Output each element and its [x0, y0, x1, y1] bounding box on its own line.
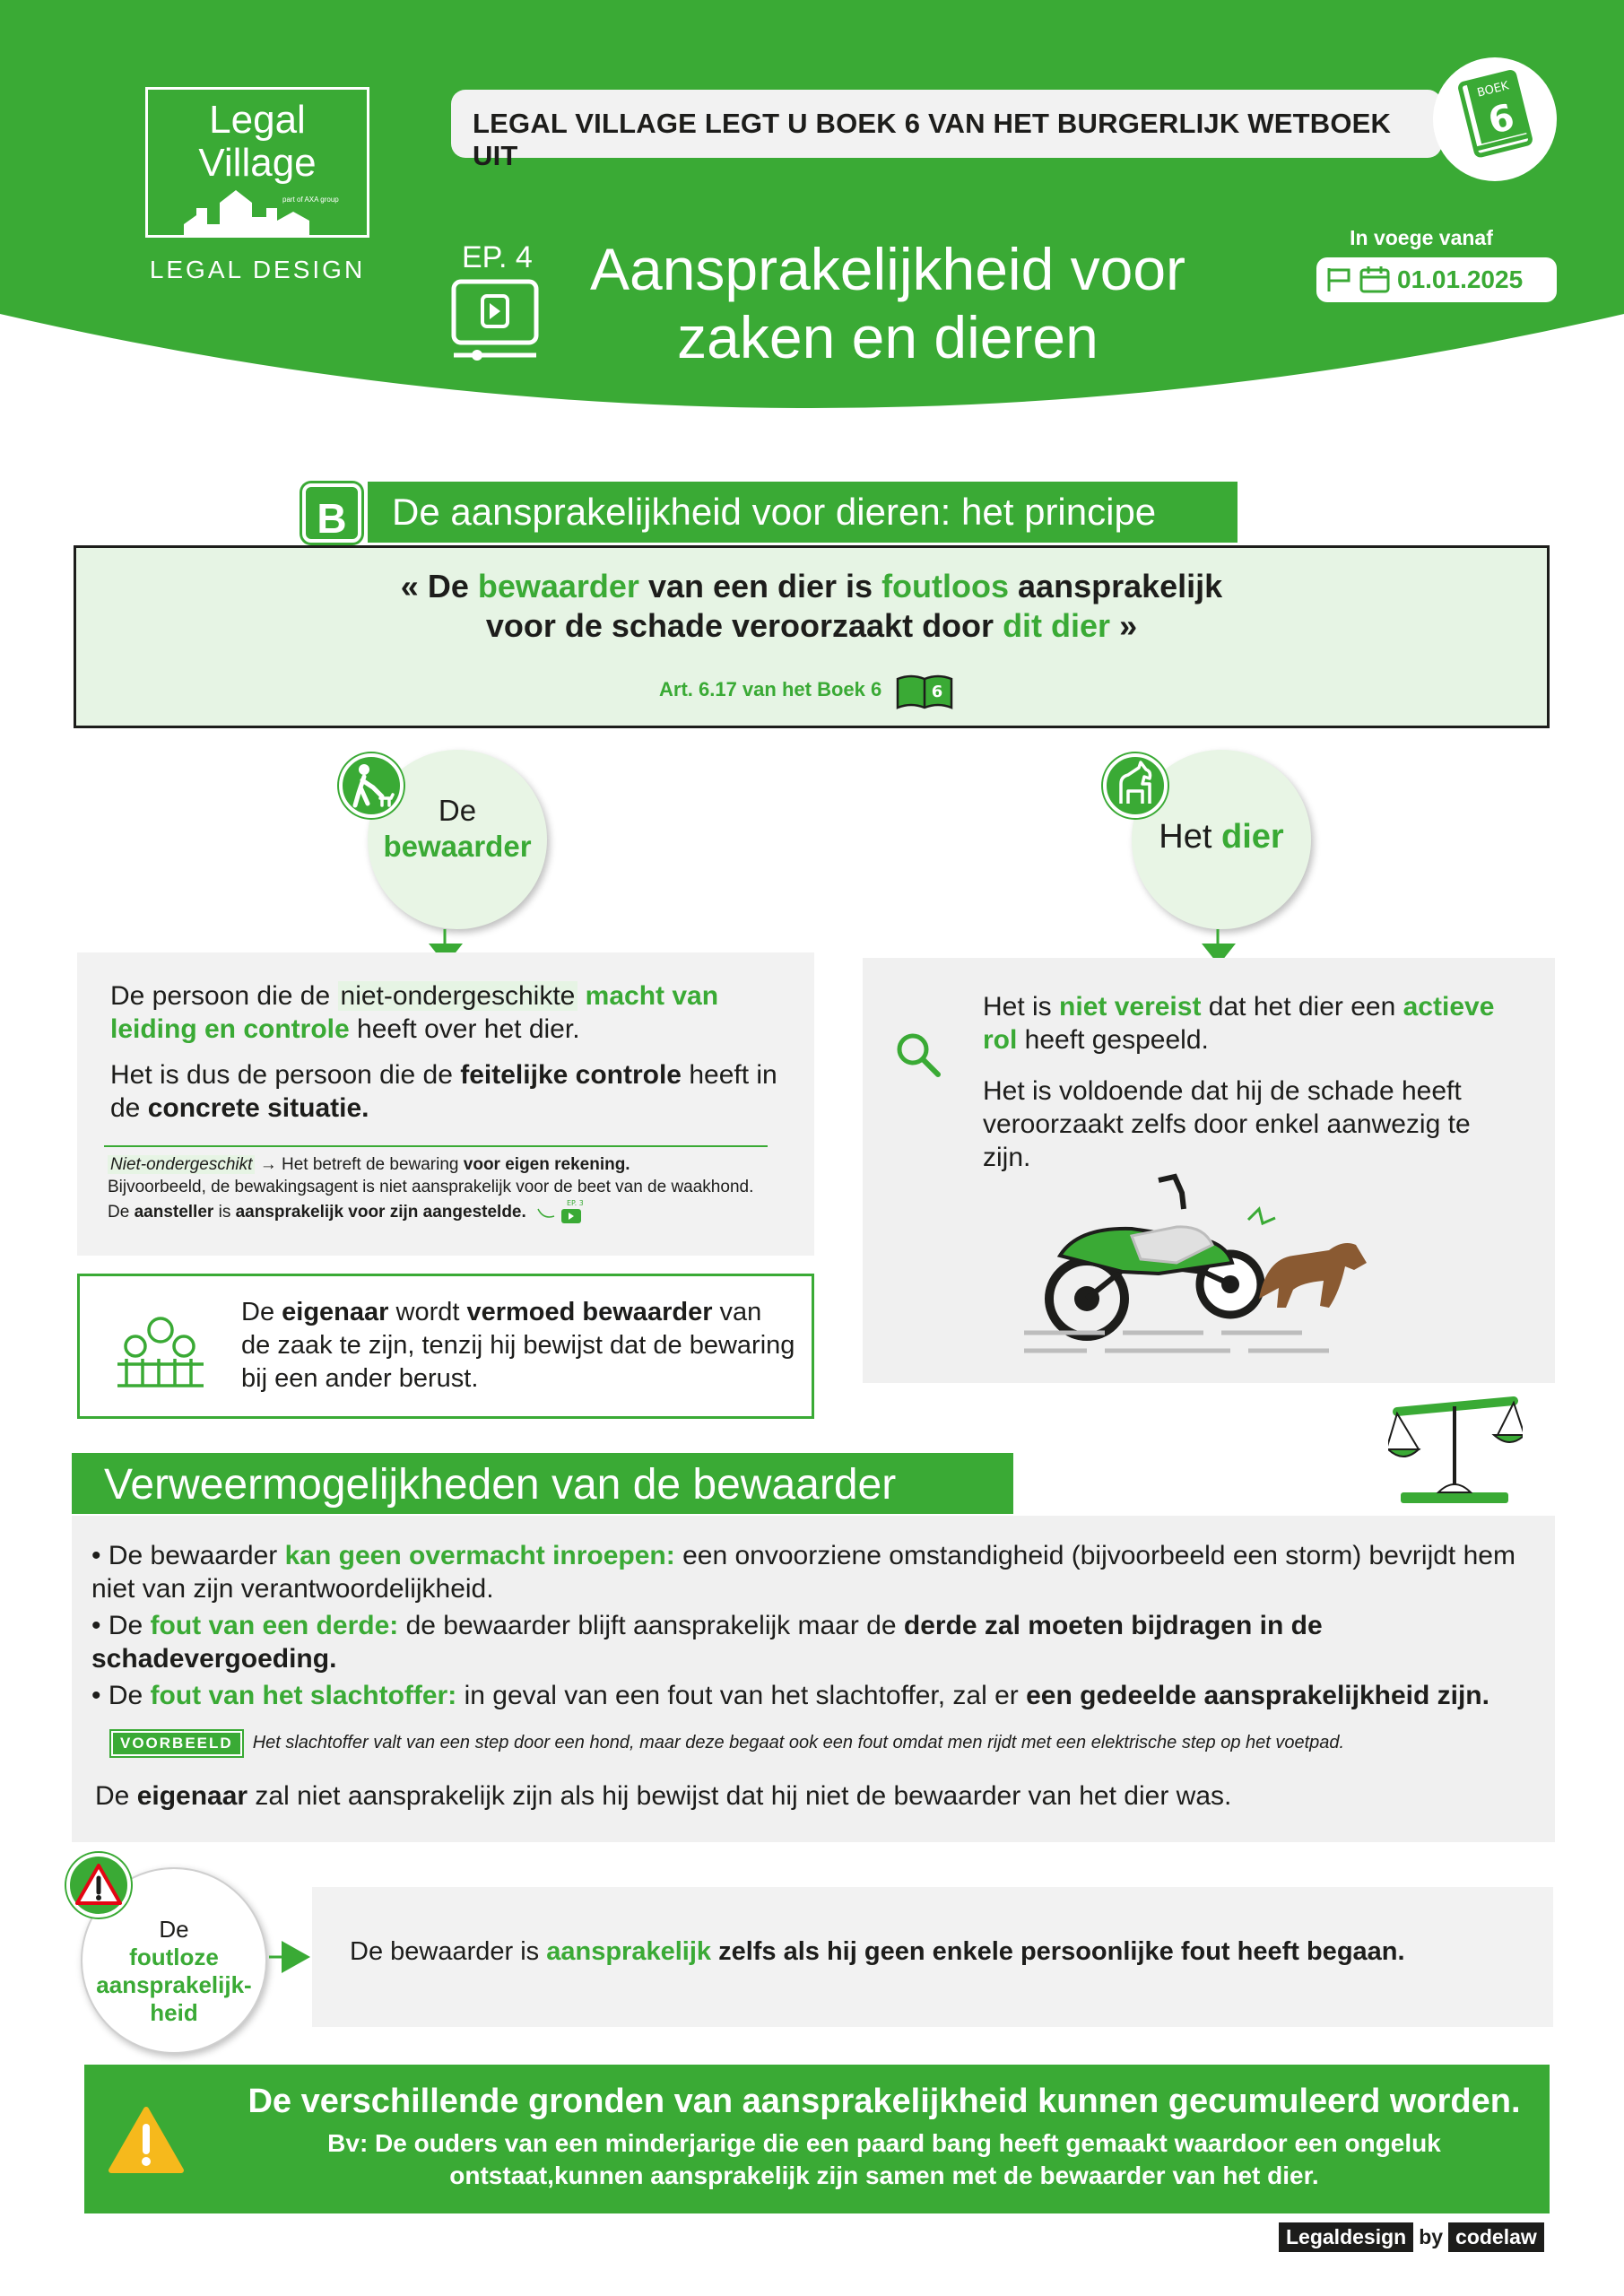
- verweer-panel: [72, 1516, 1555, 1842]
- footer-by: by: [1419, 2225, 1444, 2248]
- cumulatie-title: De verschillende gronden van aansprakelijkheid kunnen gecumuleerd worden.: [248, 2083, 1521, 2120]
- foutloze-statement: De bewaarder is aansprakelijk zelfs als hij geen enkele persoonlijke fout heeft begaan.: [350, 1937, 1405, 1966]
- book-icon: [1433, 57, 1557, 181]
- cumulatie-box: [84, 2065, 1550, 2213]
- quote-line1: « De bewaarder van een dier is foutloos aansprakelijk: [400, 568, 1223, 604]
- dier-explanation-panel: [863, 958, 1555, 1383]
- logo-line2: Village: [198, 141, 317, 185]
- horse-icon: [1103, 753, 1168, 818]
- owner-presumption-text: De eigenaar wordt vermoed bewaarder van de zaak te zijn, tenzij hij bewijst dat de bewaring bij een ander berust.: [241, 1298, 795, 1393]
- svg-text:EP. 3: EP. 3: [567, 1199, 584, 1207]
- header: [0, 0, 1624, 457]
- footer-credits: [1279, 2222, 1544, 2255]
- video-play-icon[interactable]: [450, 278, 540, 368]
- foutloze-circle: De foutloze aansprakelijk- heid: [81, 1867, 267, 2054]
- section-b-title: De aansprakelijkheid voor dieren: het principe: [392, 491, 1157, 533]
- magnifier-icon: [893, 1030, 943, 1080]
- banner-text: LEGAL VILLAGE LEGT U BOEK 6 VAN HET BURGERLIJK WETBOEK UIT: [473, 108, 1392, 171]
- section-b-title-bar: [368, 482, 1238, 543]
- calendar-icon: [1325, 265, 1392, 295]
- episode-link-icon[interactable]: [534, 1198, 583, 1227]
- owner-presumption-box: [77, 1274, 814, 1419]
- legaldesign-logo[interactable]: Legaldesign: [1279, 2222, 1413, 2252]
- example-text: Het slachtoffer valt van een step door een hond, maar deze begaat ook een fout omdat men rijdt met een elektrische step op het voetpad.: [252, 1733, 1345, 1752]
- niet-ondergeschikt-note: Niet-ondergeschikt → Het betreft de bewaring voor eigen rekening. Bijvoorbeeld, de bewakingsagent is niet aansprakelijk voor de beet van de waakhond. De aansteller is aansprakelijk voor zijn aangestelde. EP. 3: [108, 1153, 789, 1227]
- legal-village-logo[interactable]: [145, 87, 369, 238]
- presence-text: Het is voldoende dat hij de schade heeft veroorzaakt zelfs door enkel aanwezig te zijn.: [983, 1076, 1471, 1172]
- title-line1: Aansprakelijkheid voor: [589, 236, 1186, 302]
- list-item: • De fout van het slachtoffer: in geval van een fout van het slachtoffer, zal er een gedeelde aansprakelijkheid zijn.: [91, 1681, 1489, 1710]
- svg-text:6: 6: [1484, 96, 1519, 143]
- page-title: [556, 235, 1220, 371]
- foutloze-statement-box: [312, 1887, 1553, 2027]
- section-b-badge: B: [302, 483, 361, 543]
- dier-circle: Het dier: [1132, 750, 1311, 929]
- logo-line1: Legal: [209, 98, 306, 142]
- scales-of-justice-icon: [1388, 1394, 1523, 1510]
- svg-text:BOEK: BOEK: [1475, 79, 1511, 100]
- date-pill: [1316, 257, 1557, 302]
- cumulatie-example: Bv: De ouders van een minderjarige die een paard bang heeft gemaakt waardoor een ongeluk ontstaat,kunnen aansprakelijk zijn samen met de bewaarder van het dier.: [327, 2129, 1441, 2189]
- title-line2: zaken en dieren: [677, 304, 1099, 370]
- svg-text:6: 6: [932, 683, 943, 701]
- motorcycle-dog-illustration: [1024, 1173, 1401, 1370]
- date-label: In voege vanaf: [1350, 226, 1493, 249]
- note-example: Bijvoorbeeld, de bewakingsagent is niet aansprakelijk voor de beet van de waakhond.: [108, 1178, 754, 1196]
- bewaarder-definition: De persoon die de niet-ondergeschikte macht van leiding en controle heeft over het dier.: [110, 981, 719, 1044]
- voorbeeld-badge: VOORBEELD: [111, 1731, 242, 1756]
- article-reference[interactable]: Art. 6.17 van het Boek 6 6: [659, 672, 953, 709]
- verweer-title: Verweermogelijkheden van de bewaarder: [104, 1461, 897, 1509]
- arrow-right-icon: [269, 1939, 314, 1975]
- niet-ondergeschikt-tag: Niet-ondergeschikt: [108, 1155, 255, 1174]
- date-value: 01.01.2025: [1397, 265, 1524, 293]
- divider: [104, 1145, 768, 1147]
- list-item: • De bewaarder kan geen overmacht inroepen: een onvoorziene omstandigheid (bijvoorbeeld een storm) bevrijdt hem niet van zijn verantwoordelijkheid.: [91, 1541, 1515, 1604]
- verweer-title-bar: [72, 1453, 1013, 1514]
- warning-icon: [108, 2106, 185, 2174]
- series-banner: [451, 90, 1442, 171]
- codelaw-logo[interactable]: codelaw: [1448, 2222, 1544, 2252]
- person-walking-dog-icon: [339, 753, 404, 818]
- list-item: • De fout van een derde: de bewaarder blijft aansprakelijk maar de derde zal moeten bijdragen in de schadevergoeding.: [91, 1611, 1323, 1674]
- active-role-text: Het is niet vereist dat het dier een actieve rol heeft gespeeld.: [983, 992, 1495, 1055]
- bewaarder-circle-line2: bewaarder: [383, 830, 532, 863]
- bewaarder-control: Het is dus de persoon die de feitelijke controle heeft in de concrete situatie.: [110, 1060, 777, 1123]
- logo-sub: part of AXA group: [282, 196, 339, 204]
- owner-defense-text: De eigenaar zal niet aansprakelijk zijn als hij bewijst dat hij niet de bewaarder van het dier was.: [95, 1781, 1232, 1811]
- principle-quote-box: [74, 545, 1550, 728]
- quote-line2: voor de schade veroorzaakt door dit dier »: [485, 607, 1138, 644]
- book-6-badge: [1433, 57, 1557, 181]
- open-book-icon: [896, 672, 953, 709]
- bewaarder-definition-panel: [77, 952, 814, 1256]
- example-row: [111, 1731, 1546, 1756]
- bewaarder-circle-line1: De: [438, 794, 477, 827]
- farm-animals-icon: [116, 1312, 205, 1387]
- episode-label: EP. 4: [462, 240, 533, 274]
- village-skyline-icon: [184, 190, 327, 235]
- warning-triangle-icon: [66, 1853, 131, 1918]
- legal-design-label: LEGAL DESIGN: [149, 256, 366, 283]
